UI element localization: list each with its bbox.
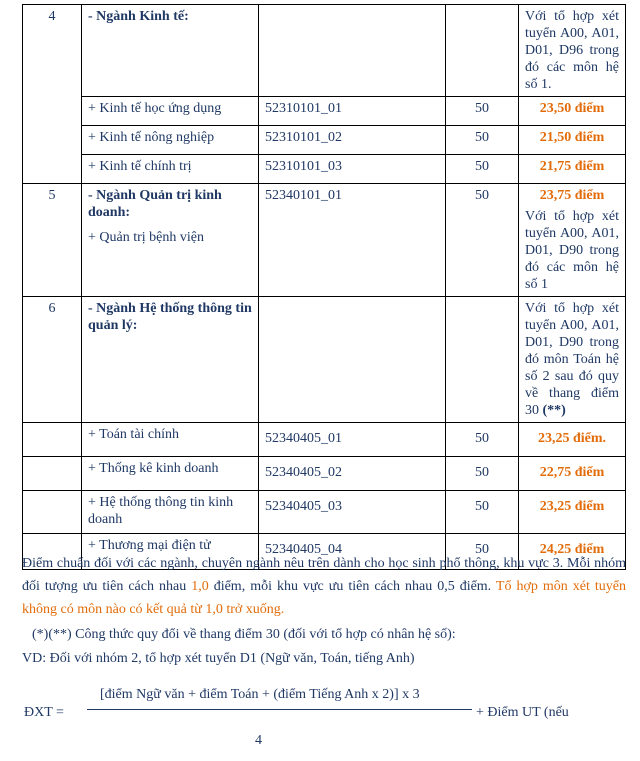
code-cell [259, 297, 446, 423]
specialty-name: + Toán tài chính [82, 423, 259, 457]
score-cell [519, 457, 626, 491]
quota-cell: 50 [446, 184, 519, 297]
table-row [23, 491, 626, 534]
stt-cell: 4 [23, 5, 82, 184]
score-value: 24,25 điểm [539, 542, 605, 557]
table-row [23, 5, 626, 97]
code-cell: 52310101_01 [259, 97, 446, 126]
quota-cell [446, 5, 519, 97]
table-row [23, 457, 626, 491]
formula-denominator: 4 [255, 733, 262, 748]
example-line: VD: Đối với nhóm 2, tổ hợp xét tuyển D1 (Ngữ văn, Toán, tiếng Anh) [22, 651, 415, 666]
note-text: Điểm chuẩn đối với các ngành, chuyên ngành nêu trên dành cho học sinh phổ thông, khu vực 3. Mỗi nhóm đối tượng ưu tiên cách nhau [22, 556, 626, 594]
score-value: 23,75 điểm [539, 188, 605, 203]
table-row [23, 184, 626, 297]
score-value: 22,75 điểm [539, 465, 605, 480]
quota-cell: 50 [446, 457, 519, 491]
note-cell [519, 297, 626, 423]
table-row [23, 155, 626, 184]
note-mark: (**) [542, 403, 566, 418]
note-text: điểm, mỗi khu vực ưu tiên cách nhau 0,5 điểm. [208, 579, 492, 594]
code-cell [259, 5, 446, 97]
specialty-name: + Quản trị bệnh viện [88, 230, 204, 245]
stt-cell [23, 423, 82, 457]
major-name: - Ngành Kinh tế: [82, 5, 259, 97]
specialty-name: + Kinh tế học ứng dụng [82, 97, 259, 126]
code-cell: 52340405_03 [259, 491, 446, 534]
note-cell: Với tổ hợp xét tuyển A00, A01, D01, D96 trong đó các môn hệ số 1. [519, 5, 626, 97]
admission-table [22, 4, 626, 570]
score-cell [519, 423, 626, 457]
table-row [23, 126, 626, 155]
code-cell: 52310101_03 [259, 155, 446, 184]
fraction-line [87, 709, 472, 710]
quota-cell: 50 [446, 97, 519, 126]
score-cell [519, 491, 626, 534]
stt-cell [23, 457, 82, 491]
score-cell [519, 126, 626, 155]
table-row [23, 423, 626, 457]
score-value: 23,50 điểm [539, 101, 605, 116]
code-cell: 52340405_02 [259, 457, 446, 491]
specialty-name: + Thương mại điện tử [82, 534, 259, 570]
formula-tail: + Điểm UT (nếu [476, 705, 569, 720]
quota-cell: 50 [446, 126, 519, 155]
quota-cell: 50 [446, 534, 519, 570]
table-row [23, 97, 626, 126]
major-name: - Ngành Hệ thống thông tin quản lý: [82, 297, 259, 423]
specialty-name: + Hệ thống thông tin kinh doanh [82, 491, 259, 534]
table-row [23, 297, 626, 423]
specialty-name: + Kinh tế nông nghiệp [82, 126, 259, 155]
note-text: Với tổ hợp xét tuyển A00, A01, D01, D90 trong đó các môn hệ số 1 [525, 209, 619, 292]
formula-label: ĐXT = [24, 705, 64, 720]
note-paragraph [22, 552, 626, 621]
stt-cell: 6 [23, 297, 82, 423]
code-cell: 52310101_02 [259, 126, 446, 155]
major-name: - Ngành Quản trị kinh doanh: [88, 188, 222, 220]
score-cell [519, 155, 626, 184]
highlight-text: Tổ hợp môn xét tuyển không có môn nào có kết quả từ 1,0 trở xuống. [22, 579, 626, 617]
quota-cell: 50 [446, 423, 519, 457]
score-value: 21,50 điểm [539, 130, 605, 145]
highlight-value: 1,0 [191, 579, 209, 594]
score-value: 23,25 điểm. [537, 431, 607, 446]
code-cell: 52340101_01 [259, 184, 446, 297]
score-value: 21,75 điểm [539, 159, 605, 174]
stt-cell: 5 [23, 184, 82, 297]
note-cell [519, 184, 626, 297]
score-value: 23,25 điểm [539, 499, 605, 514]
quota-cell: 50 [446, 491, 519, 534]
stt-cell [23, 491, 82, 534]
formula-caption: (*)(**) Công thức quy đổi về thang điểm 30 (đối với tổ hợp có nhân hệ số): [32, 627, 456, 642]
formula-numerator: [điểm Ngữ văn + điểm Toán + (điểm Tiếng Anh x 2)] x 3 [100, 687, 420, 702]
specialty-name: + Thống kê kinh doanh [82, 457, 259, 491]
code-cell: 52340405_01 [259, 423, 446, 457]
quota-cell [446, 297, 519, 423]
quota-cell: 50 [446, 155, 519, 184]
major-cell [82, 184, 259, 297]
code-cell: 52340405_04 [259, 534, 446, 570]
note-text: Với tổ hợp xét tuyển A00, A01, D01, D90 trong đó môn Toán hệ số 2 sau đó quy về thang điểm 30 [525, 301, 619, 418]
score-cell [519, 97, 626, 126]
specialty-name: + Kinh tế chính trị [82, 155, 259, 184]
